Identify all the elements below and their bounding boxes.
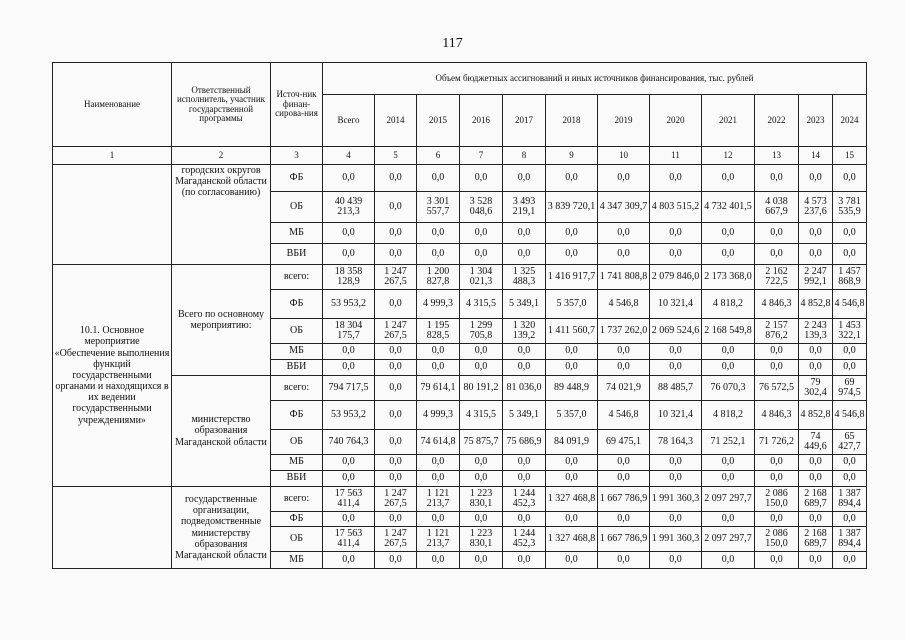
value-cell: 75 875,7 [460, 430, 503, 455]
value-cell: 0,0 [503, 244, 546, 265]
value-cell: 2 086 150,0 [755, 487, 799, 512]
column-number: 11 [650, 147, 702, 165]
source-cell: ФБ [271, 165, 323, 192]
value-cell: 0,0 [546, 512, 598, 527]
value-cell: 0,0 [503, 512, 546, 527]
value-cell: 2 097 297,7 [702, 527, 755, 552]
value-cell: 79 302,4 [799, 376, 833, 401]
value-cell: 0,0 [799, 244, 833, 265]
value-cell: 0,0 [650, 512, 702, 527]
column-number: 13 [755, 147, 799, 165]
source-cell: всего: [271, 487, 323, 512]
value-cell: 18 304 175,7 [323, 319, 375, 344]
header-year-2020: 2020 [650, 95, 702, 147]
value-cell: 0,0 [755, 244, 799, 265]
value-cell: 0,0 [375, 471, 417, 487]
value-cell: 3 839 720,1 [546, 192, 598, 223]
value-cell: 0,0 [702, 455, 755, 471]
value-cell: 0,0 [833, 471, 867, 487]
name-cell [53, 487, 172, 569]
value-cell: 3 781 535,9 [833, 192, 867, 223]
value-cell: 1 325 488,3 [503, 265, 546, 290]
value-cell: 0,0 [799, 360, 833, 376]
source-cell: ВБИ [271, 244, 323, 265]
value-cell: 1 200 827,8 [417, 265, 460, 290]
value-cell: 4 546,8 [598, 290, 650, 319]
value-cell: 0,0 [702, 360, 755, 376]
value-cell: 0,0 [546, 165, 598, 192]
value-cell: 0,0 [460, 165, 503, 192]
value-cell: 0,0 [417, 471, 460, 487]
column-number: 9 [546, 147, 598, 165]
value-cell: 0,0 [375, 344, 417, 360]
value-cell: 3 493 219,1 [503, 192, 546, 223]
value-cell: 2 168 689,7 [799, 487, 833, 512]
value-cell: 0,0 [375, 290, 417, 319]
value-cell: 0,0 [375, 455, 417, 471]
value-cell: 2 247 992,1 [799, 265, 833, 290]
value-cell: 1 387 894,4 [833, 527, 867, 552]
executor-cell: городских округов Магаданской области (по согласованию) [172, 165, 271, 265]
value-cell: 0,0 [503, 360, 546, 376]
value-cell: 4 846,3 [755, 401, 799, 430]
value-cell: 1 304 021,3 [460, 265, 503, 290]
value-cell: 0,0 [323, 244, 375, 265]
value-cell: 4 846,3 [755, 290, 799, 319]
value-cell: 0,0 [650, 471, 702, 487]
column-number-row [53, 147, 867, 165]
value-cell: 4 573 237,6 [799, 192, 833, 223]
value-cell: 0,0 [799, 552, 833, 569]
value-cell: 2 157 876,2 [755, 319, 799, 344]
column-number: 1 [53, 147, 172, 165]
value-cell: 0,0 [598, 244, 650, 265]
value-cell: 1 247 267,5 [375, 487, 417, 512]
value-cell: 4 818,2 [702, 290, 755, 319]
value-cell: 740 764,3 [323, 430, 375, 455]
value-cell: 4 803 515,2 [650, 192, 702, 223]
column-number: 4 [323, 147, 375, 165]
value-cell: 0,0 [375, 552, 417, 569]
executor-cell: государственные организации, подведомственные министерству образования Магаданской области [172, 487, 271, 569]
value-cell: 0,0 [323, 360, 375, 376]
column-number: 3 [271, 147, 323, 165]
value-cell: 2 162 722,5 [755, 265, 799, 290]
value-cell: 0,0 [598, 165, 650, 192]
value-cell: 1 327 468,8 [546, 487, 598, 512]
value-cell: 4 818,2 [702, 401, 755, 430]
value-cell: 0,0 [650, 223, 702, 244]
value-cell: 76 572,5 [755, 376, 799, 401]
name-cell [53, 165, 172, 265]
source-cell: ВБИ [271, 471, 323, 487]
column-number: 2 [172, 147, 271, 165]
value-cell: 0,0 [546, 344, 598, 360]
header-executor: Ответственный исполнитель, участник государственной программы [172, 63, 271, 147]
value-cell: 0,0 [702, 223, 755, 244]
value-cell: 0,0 [375, 223, 417, 244]
header-volume: Объем бюджетных ассигнований и иных источников финансирования, тыс. рублей [323, 63, 867, 95]
value-cell: 0,0 [650, 344, 702, 360]
header-year-2022: 2022 [755, 95, 799, 147]
value-cell: 794 717,5 [323, 376, 375, 401]
value-cell: 0,0 [460, 512, 503, 527]
header-year-2017: 2017 [503, 95, 546, 147]
value-cell: 71 726,2 [755, 430, 799, 455]
value-cell: 0,0 [417, 344, 460, 360]
value-cell: 1 121 213,7 [417, 527, 460, 552]
value-cell: 0,0 [375, 244, 417, 265]
value-cell: 4 315,5 [460, 401, 503, 430]
value-cell: 0,0 [650, 244, 702, 265]
value-cell: 0,0 [503, 455, 546, 471]
value-cell: 0,0 [702, 471, 755, 487]
value-cell: 0,0 [375, 360, 417, 376]
value-cell: 0,0 [460, 455, 503, 471]
value-cell: 88 485,7 [650, 376, 702, 401]
value-cell: 0,0 [702, 512, 755, 527]
header-year-2018: 2018 [546, 95, 598, 147]
value-cell: 1 457 868,9 [833, 265, 867, 290]
value-cell: 2 168 549,8 [702, 319, 755, 344]
value-cell: 0,0 [417, 165, 460, 192]
value-cell: 0,0 [417, 223, 460, 244]
column-number: 7 [460, 147, 503, 165]
source-cell: всего: [271, 376, 323, 401]
value-cell: 1 327 468,8 [546, 527, 598, 552]
value-cell: 0,0 [833, 512, 867, 527]
value-cell: 2 086 150,0 [755, 527, 799, 552]
source-cell: ФБ [271, 401, 323, 430]
value-cell: 0,0 [546, 471, 598, 487]
value-cell: 0,0 [702, 165, 755, 192]
value-cell: 4 546,8 [598, 401, 650, 430]
value-cell: 0,0 [417, 360, 460, 376]
value-cell: 53 953,2 [323, 401, 375, 430]
value-cell: 0,0 [323, 455, 375, 471]
value-cell: 0,0 [503, 223, 546, 244]
value-cell: 2 097 297,7 [702, 487, 755, 512]
value-cell: 0,0 [375, 165, 417, 192]
value-cell: 10 321,4 [650, 290, 702, 319]
value-cell: 4 546,8 [833, 290, 867, 319]
value-cell: 0,0 [375, 401, 417, 430]
value-cell: 1 991 360,3 [650, 527, 702, 552]
value-cell: 0,0 [833, 360, 867, 376]
value-cell: 3 301 557,7 [417, 192, 460, 223]
value-cell: 4 852,8 [799, 290, 833, 319]
value-cell: 0,0 [799, 471, 833, 487]
value-cell: 17 563 411,4 [323, 527, 375, 552]
value-cell: 0,0 [755, 360, 799, 376]
value-cell: 1 416 917,7 [546, 265, 598, 290]
value-cell: 69 974,5 [833, 376, 867, 401]
source-cell: МБ [271, 455, 323, 471]
value-cell: 0,0 [460, 223, 503, 244]
value-cell: 1 453 322,1 [833, 319, 867, 344]
source-cell: МБ [271, 552, 323, 569]
value-cell: 5 349,1 [503, 401, 546, 430]
value-cell: 81 036,0 [503, 376, 546, 401]
value-cell: 4 347 309,7 [598, 192, 650, 223]
column-number: 6 [417, 147, 460, 165]
value-cell: 1 247 267,5 [375, 265, 417, 290]
value-cell: 1 244 452,3 [503, 527, 546, 552]
source-cell: ОБ [271, 430, 323, 455]
value-cell: 5 357,0 [546, 401, 598, 430]
value-cell: 1 320 139,2 [503, 319, 546, 344]
value-cell: 0,0 [833, 552, 867, 569]
value-cell: 1 737 262,0 [598, 319, 650, 344]
value-cell: 65 427,7 [833, 430, 867, 455]
value-cell: 4 999,3 [417, 401, 460, 430]
value-cell: 0,0 [323, 223, 375, 244]
header-year-2024: 2024 [833, 95, 867, 147]
source-cell: ФБ [271, 512, 323, 527]
header-row-1 [53, 63, 867, 95]
value-cell: 71 252,1 [702, 430, 755, 455]
value-cell: 1 121 213,7 [417, 487, 460, 512]
value-cell: 0,0 [375, 376, 417, 401]
value-cell: 4 732 401,5 [702, 192, 755, 223]
value-cell: 1 667 786,9 [598, 527, 650, 552]
value-cell: 0,0 [546, 360, 598, 376]
value-cell: 84 091,9 [546, 430, 598, 455]
value-cell: 1 991 360,3 [650, 487, 702, 512]
value-cell: 74 449,6 [799, 430, 833, 455]
value-cell: 0,0 [546, 552, 598, 569]
table-row [53, 165, 867, 192]
value-cell: 80 191,2 [460, 376, 503, 401]
table-row [53, 265, 867, 290]
source-cell: МБ [271, 344, 323, 360]
value-cell: 1 247 267,5 [375, 319, 417, 344]
header-year-2016: 2016 [460, 95, 503, 147]
table-row [53, 487, 867, 512]
value-cell: 1 411 560,7 [546, 319, 598, 344]
source-cell: ОБ [271, 319, 323, 344]
value-cell: 1 223 830,1 [460, 527, 503, 552]
value-cell: 0,0 [460, 471, 503, 487]
column-number: 5 [375, 147, 417, 165]
value-cell: 10 321,4 [650, 401, 702, 430]
value-cell: 0,0 [833, 244, 867, 265]
header-name: Наименование [53, 63, 172, 147]
value-cell: 0,0 [546, 455, 598, 471]
value-cell: 0,0 [650, 165, 702, 192]
value-cell: 0,0 [417, 552, 460, 569]
value-cell: 4 999,3 [417, 290, 460, 319]
column-number: 8 [503, 147, 546, 165]
header-year-2023: 2023 [799, 95, 833, 147]
value-cell: 0,0 [460, 344, 503, 360]
column-number: 14 [799, 147, 833, 165]
header-total: Всего [323, 95, 375, 147]
value-cell: 2 168 689,7 [799, 527, 833, 552]
value-cell: 2 173 368,0 [702, 265, 755, 290]
value-cell: 0,0 [650, 455, 702, 471]
value-cell: 0,0 [598, 471, 650, 487]
value-cell: 0,0 [417, 512, 460, 527]
value-cell: 1 387 894,4 [833, 487, 867, 512]
value-cell: 0,0 [755, 455, 799, 471]
value-cell: 53 953,2 [323, 290, 375, 319]
value-cell: 78 164,3 [650, 430, 702, 455]
value-cell: 0,0 [375, 512, 417, 527]
value-cell: 0,0 [503, 471, 546, 487]
value-cell: 0,0 [503, 344, 546, 360]
value-cell: 0,0 [598, 360, 650, 376]
value-cell: 0,0 [323, 165, 375, 192]
value-cell: 0,0 [503, 165, 546, 192]
header-year-2021: 2021 [702, 95, 755, 147]
source-cell: ФБ [271, 290, 323, 319]
value-cell: 0,0 [755, 344, 799, 360]
value-cell: 74 021,9 [598, 376, 650, 401]
value-cell: 1 741 808,8 [598, 265, 650, 290]
value-cell: 0,0 [799, 455, 833, 471]
column-number: 15 [833, 147, 867, 165]
value-cell: 0,0 [598, 512, 650, 527]
value-cell: 0,0 [650, 360, 702, 376]
value-cell: 0,0 [460, 552, 503, 569]
value-cell: 2 069 524,6 [650, 319, 702, 344]
value-cell: 1 299 705,8 [460, 319, 503, 344]
value-cell: 0,0 [323, 512, 375, 527]
source-cell: ОБ [271, 527, 323, 552]
value-cell: 0,0 [755, 512, 799, 527]
value-cell: 0,0 [323, 344, 375, 360]
value-cell: 1 195 828,5 [417, 319, 460, 344]
value-cell: 0,0 [755, 165, 799, 192]
value-cell: 0,0 [799, 165, 833, 192]
value-cell: 0,0 [598, 552, 650, 569]
value-cell: 0,0 [702, 552, 755, 569]
page-number: 117 [442, 36, 463, 51]
value-cell: 74 614,8 [417, 430, 460, 455]
value-cell: 1 667 786,9 [598, 487, 650, 512]
value-cell: 0,0 [417, 244, 460, 265]
value-cell: 1 223 830,1 [460, 487, 503, 512]
value-cell: 89 448,9 [546, 376, 598, 401]
value-cell: 0,0 [417, 455, 460, 471]
value-cell: 0,0 [650, 552, 702, 569]
value-cell: 40 439 213,3 [323, 192, 375, 223]
value-cell: 4 315,5 [460, 290, 503, 319]
value-cell: 0,0 [460, 360, 503, 376]
value-cell: 0,0 [833, 455, 867, 471]
value-cell: 0,0 [799, 512, 833, 527]
value-cell: 4 038 667,9 [755, 192, 799, 223]
budget-table-body [53, 165, 867, 569]
budget-table [52, 62, 867, 569]
source-cell: ВБИ [271, 360, 323, 376]
value-cell: 69 475,1 [598, 430, 650, 455]
value-cell: 0,0 [503, 552, 546, 569]
value-cell: 1 244 452,3 [503, 487, 546, 512]
value-cell: 0,0 [833, 344, 867, 360]
header-year-2014: 2014 [375, 95, 417, 147]
value-cell: 1 247 267,5 [375, 527, 417, 552]
value-cell: 0,0 [460, 244, 503, 265]
value-cell: 0,0 [546, 223, 598, 244]
value-cell: 0,0 [598, 455, 650, 471]
table-row [53, 376, 867, 401]
executor-cell: министерство образования Магаданской области [172, 376, 271, 487]
value-cell: 0,0 [755, 471, 799, 487]
value-cell: 2 243 139,3 [799, 319, 833, 344]
source-cell: МБ [271, 223, 323, 244]
value-cell: 5 357,0 [546, 290, 598, 319]
value-cell: 17 563 411,4 [323, 487, 375, 512]
value-cell: 76 070,3 [702, 376, 755, 401]
value-cell: 4 546,8 [833, 401, 867, 430]
value-cell: 0,0 [375, 192, 417, 223]
value-cell: 0,0 [755, 223, 799, 244]
value-cell: 0,0 [598, 223, 650, 244]
source-cell: ОБ [271, 192, 323, 223]
value-cell: 0,0 [799, 223, 833, 244]
column-number: 10 [598, 147, 650, 165]
value-cell: 3 528 048,6 [460, 192, 503, 223]
source-cell: всего: [271, 265, 323, 290]
name-cell: 10.1. Основное мероприятие «Обеспечение выполнения функций государственными органами и находящихся в их ведении государственными учреждениями» [53, 265, 172, 487]
value-cell: 18 358 128,9 [323, 265, 375, 290]
value-cell: 0,0 [799, 344, 833, 360]
value-cell: 0,0 [702, 344, 755, 360]
header-source: Источ-ник финан-сирова-ния [271, 63, 323, 147]
value-cell: 5 349,1 [503, 290, 546, 319]
value-cell: 2 079 846,0 [650, 265, 702, 290]
executor-cell: Всего по основному мероприятию: [172, 265, 271, 376]
value-cell: 4 852,8 [799, 401, 833, 430]
value-cell: 0,0 [755, 552, 799, 569]
column-number: 12 [702, 147, 755, 165]
value-cell: 0,0 [375, 430, 417, 455]
header-year-2015: 2015 [417, 95, 460, 147]
value-cell: 0,0 [546, 244, 598, 265]
value-cell: 79 614,1 [417, 376, 460, 401]
value-cell: 0,0 [598, 344, 650, 360]
value-cell: 0,0 [323, 552, 375, 569]
header-year-2019: 2019 [598, 95, 650, 147]
value-cell: 0,0 [833, 165, 867, 192]
value-cell: 75 686,9 [503, 430, 546, 455]
value-cell: 0,0 [833, 223, 867, 244]
value-cell: 0,0 [323, 471, 375, 487]
value-cell: 0,0 [702, 244, 755, 265]
